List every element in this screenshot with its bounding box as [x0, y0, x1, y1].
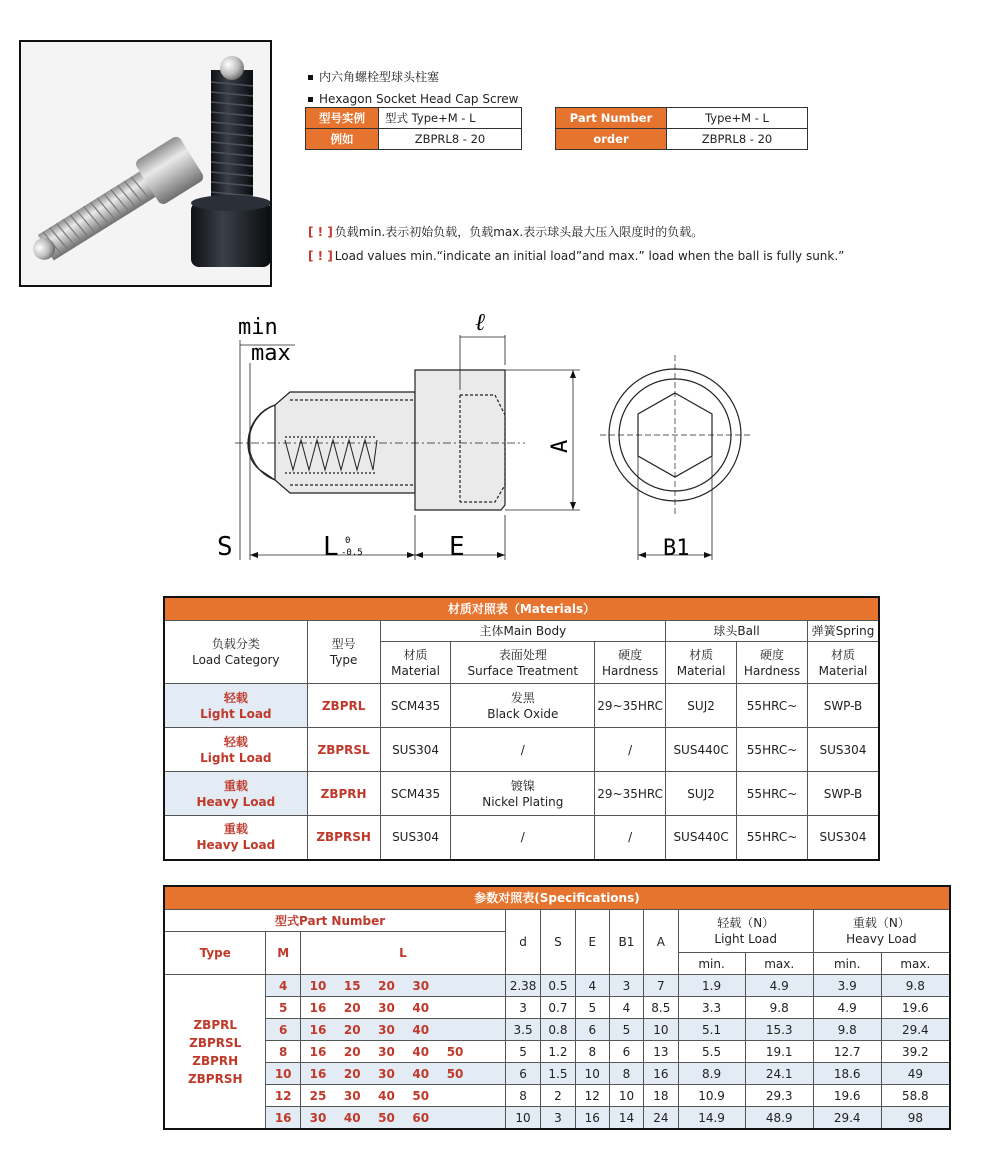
spec-heavy-max: 58.8	[881, 1085, 950, 1107]
spec-a: 8.5	[644, 997, 679, 1019]
mat-spring: SWP-B	[808, 772, 880, 816]
mat-h-type: 型号 Type	[307, 621, 380, 684]
spec-b1: 5	[609, 1019, 643, 1041]
warning-icon: [ ! ]	[308, 225, 333, 239]
table-row	[164, 772, 879, 816]
spec-heavy-min: 18.6	[813, 1063, 881, 1085]
specs-type: ZBPRL	[193, 1017, 237, 1032]
spec-l	[438, 975, 472, 997]
spec-a: 16	[644, 1063, 679, 1085]
mat-sub: 表面处理 Surface Treatment	[451, 642, 595, 684]
spec-l	[472, 1085, 505, 1107]
mat-surface: /	[451, 728, 595, 772]
spec-l: 30	[300, 1107, 335, 1130]
spec-light-max: 4.9	[745, 975, 813, 997]
specs-part-number: 型式Part Number	[164, 910, 505, 932]
spec-heavy-max: 29.4	[881, 1019, 950, 1041]
mat-surface: /	[451, 816, 595, 860]
order-cn-h1: 型号实例	[306, 108, 379, 129]
mat-type: ZBPRH	[307, 772, 380, 816]
spec-d: 8	[505, 1085, 540, 1107]
specs-h-d: d	[505, 910, 540, 975]
spec-d: 3.5	[505, 1019, 540, 1041]
title-block	[308, 66, 518, 110]
spec-s: 0.7	[541, 997, 576, 1019]
spec-l: 40	[404, 997, 438, 1019]
spec-light-max: 15.3	[745, 1019, 813, 1041]
mat-hardness: /	[595, 728, 666, 772]
spec-e: 16	[575, 1107, 609, 1130]
table-row	[164, 1041, 950, 1063]
spec-m: 10	[266, 1063, 300, 1085]
spec-s: 3	[541, 1107, 576, 1130]
bullet-icon	[308, 97, 313, 102]
spec-e: 6	[575, 1019, 609, 1041]
table-row	[164, 684, 879, 728]
mat-ball-material: SUS440C	[666, 728, 737, 772]
technical-drawing	[205, 305, 765, 570]
spec-l: 10	[300, 975, 335, 997]
spec-e: 8	[575, 1041, 609, 1063]
spec-heavy-min: 3.9	[813, 975, 881, 997]
spec-heavy-max: 49	[881, 1063, 950, 1085]
specs-type: ZBPRH	[192, 1053, 239, 1068]
specs-h-type: Type	[164, 932, 266, 975]
table-row	[164, 1063, 950, 1085]
order-cn-v2: ZBPRL8 - 20	[379, 129, 522, 150]
spec-l	[438, 1019, 472, 1041]
spec-d: 5	[505, 1041, 540, 1063]
specs-h-s: S	[541, 910, 576, 975]
spec-b1: 4	[609, 997, 643, 1019]
spec-a: 24	[644, 1107, 679, 1130]
spec-light-min: 5.5	[678, 1041, 745, 1063]
spec-a: 13	[644, 1041, 679, 1063]
spec-l: 20	[335, 1019, 369, 1041]
spec-b1: 14	[609, 1107, 643, 1130]
spec-heavy-max: 98	[881, 1107, 950, 1130]
spec-l: 16	[300, 1041, 335, 1063]
specs-h-light: 轻载（N） Light Load	[678, 910, 813, 953]
spec-s: 0.5	[541, 975, 576, 997]
spec-l: 50	[438, 1041, 472, 1063]
mat-material: SCM435	[380, 772, 451, 816]
mat-ball-material: SUJ2	[666, 684, 737, 728]
spec-a: 10	[644, 1019, 679, 1041]
mat-type: ZBPRSL	[307, 728, 380, 772]
spec-d: 2.38	[505, 975, 540, 997]
load-notes	[308, 220, 844, 268]
spec-heavy-min: 9.8	[813, 1019, 881, 1041]
spec-e: 10	[575, 1063, 609, 1085]
spec-l: 50	[438, 1063, 472, 1085]
spec-l: 30	[369, 1041, 403, 1063]
spec-heavy-max: 39.2	[881, 1041, 950, 1063]
mat-sub: 硬度 Hardness	[595, 642, 666, 684]
spec-l: 30	[335, 1085, 369, 1107]
spec-l: 40	[404, 1019, 438, 1041]
mat-cat: 轻载 Light Load	[164, 684, 307, 728]
mat-sub: 材质 Material	[380, 642, 451, 684]
spec-l: 16	[300, 997, 335, 1019]
spec-l	[472, 997, 505, 1019]
specs-h-light-max: max.	[745, 953, 813, 975]
spec-light-max: 24.1	[745, 1063, 813, 1085]
spec-heavy-max: 19.6	[881, 997, 950, 1019]
order-cn-v1: 型式 Type+M - L	[379, 108, 522, 129]
note-en: Load values min.“indicate an initial load”and max.” load when the ball is fully sunk.”	[334, 249, 845, 263]
spec-light-min: 8.9	[678, 1063, 745, 1085]
mat-spring: SUS304	[808, 816, 880, 860]
specs-h-heavy-min: min.	[813, 953, 881, 975]
title-en: Hexagon Socket Head Cap Screw	[319, 92, 519, 106]
specs-h-m: M	[266, 932, 300, 975]
spec-m: 5	[266, 997, 300, 1019]
mat-ball-material: SUS440C	[666, 816, 737, 860]
dim-l: L	[323, 532, 339, 562]
spec-b1: 6	[609, 1041, 643, 1063]
spec-m: 12	[266, 1085, 300, 1107]
table-row	[164, 816, 879, 860]
spec-l	[438, 1107, 472, 1130]
specs-type: ZBPRSH	[187, 1071, 243, 1086]
table-row	[164, 1085, 950, 1107]
specs-h-heavy-max: max.	[881, 953, 950, 975]
spec-light-max: 48.9	[745, 1107, 813, 1130]
table-row	[164, 997, 950, 1019]
mat-sub: 硬度 Hardness	[737, 642, 808, 684]
spec-light-max: 29.3	[745, 1085, 813, 1107]
spec-heavy-min: 12.7	[813, 1041, 881, 1063]
spec-l: 16	[300, 1019, 335, 1041]
spec-l	[472, 1041, 505, 1063]
spec-l: 30	[404, 975, 438, 997]
order-example-cn	[305, 107, 522, 150]
spec-light-max: 19.1	[745, 1041, 813, 1063]
spec-heavy-min: 19.6	[813, 1085, 881, 1107]
mat-hardness: 29~35HRC	[595, 772, 666, 816]
product-photo	[19, 40, 272, 287]
mat-material: SUS304	[380, 728, 451, 772]
spec-l	[438, 1085, 472, 1107]
note-cn: 负载min.表示初始负载，负载max.表示球头最大压入限度时的负载。	[334, 225, 704, 239]
spec-l: 20	[335, 1041, 369, 1063]
specs-h-a: A	[644, 910, 679, 975]
spec-l: 40	[335, 1107, 369, 1130]
spec-s: 2	[541, 1085, 576, 1107]
mat-material: SCM435	[380, 684, 451, 728]
materials-title: 材质对照表（Materials）	[164, 597, 879, 621]
dim-e: E	[449, 532, 465, 562]
mat-spring: SWP-B	[808, 684, 880, 728]
mat-spring: SUS304	[808, 728, 880, 772]
spec-b1: 3	[609, 975, 643, 997]
order-en-v2: ZBPRL8 - 20	[667, 129, 808, 150]
spec-l: 15	[335, 975, 369, 997]
warning-icon: [ ! ]	[308, 249, 333, 263]
mat-h-category: 负载分类 Load Category	[164, 621, 307, 684]
spec-l	[472, 1019, 505, 1041]
specs-type-list	[164, 975, 266, 1130]
spec-light-min: 14.9	[678, 1107, 745, 1130]
spec-l: 30	[369, 1063, 403, 1085]
materials-table	[163, 596, 880, 861]
spec-l: 40	[404, 1041, 438, 1063]
spec-l: 40	[404, 1063, 438, 1085]
table-row	[164, 1107, 950, 1130]
spec-l: 30	[369, 997, 403, 1019]
mat-cat: 轻载 Light Load	[164, 728, 307, 772]
spec-light-min: 5.1	[678, 1019, 745, 1041]
spec-d: 10	[505, 1107, 540, 1130]
spec-l: 50	[369, 1107, 403, 1130]
mat-ball-hardness: 55HRC~	[737, 772, 808, 816]
spec-l	[438, 997, 472, 1019]
spec-d: 3	[505, 997, 540, 1019]
spec-l: 60	[404, 1107, 438, 1130]
spec-l	[472, 1063, 505, 1085]
spec-s: 0.8	[541, 1019, 576, 1041]
dim-max: max	[251, 341, 291, 366]
mat-sub: 材质 Material	[808, 642, 880, 684]
spec-light-min: 3.3	[678, 997, 745, 1019]
spec-l: 50	[404, 1085, 438, 1107]
spec-l: 16	[300, 1063, 335, 1085]
table-row	[164, 975, 950, 997]
spec-light-min: 1.9	[678, 975, 745, 997]
specs-h-light-min: min.	[678, 953, 745, 975]
dim-l-tol-dn: -0.5	[341, 548, 363, 558]
mat-surface: 镀镍 Nickel Plating	[451, 772, 595, 816]
spec-l: 30	[369, 1019, 403, 1041]
mat-cat: 重载 Heavy Load	[164, 772, 307, 816]
spec-a: 7	[644, 975, 679, 997]
specifications-table	[163, 885, 951, 1130]
spec-light-min: 10.9	[678, 1085, 745, 1107]
order-example-en	[555, 107, 808, 150]
spec-m: 16	[266, 1107, 300, 1130]
mat-surface: 发黑 Black Oxide	[451, 684, 595, 728]
spec-l	[472, 975, 505, 997]
mat-type: ZBPRSH	[307, 816, 380, 860]
mat-type: ZBPRL	[307, 684, 380, 728]
dim-min: min	[238, 315, 278, 340]
specs-h-heavy: 重载（N） Heavy Load	[813, 910, 950, 953]
order-en-h2: order	[556, 129, 667, 150]
spec-b1: 10	[609, 1085, 643, 1107]
dim-a: A	[548, 439, 573, 453]
spec-m: 6	[266, 1019, 300, 1041]
order-en-v1: Type+M - L	[667, 108, 808, 129]
specs-h-e: E	[575, 910, 609, 975]
spec-s: 1.2	[541, 1041, 576, 1063]
spec-l: 40	[369, 1085, 403, 1107]
mat-sub: 材质 Material	[666, 642, 737, 684]
mat-hardness: 29~35HRC	[595, 684, 666, 728]
mat-ball-hardness: 55HRC~	[737, 684, 808, 728]
spec-e: 5	[575, 997, 609, 1019]
mat-ball-material: SUJ2	[666, 772, 737, 816]
bullet-icon	[308, 75, 313, 80]
specs-title: 参数对照表(Specifications)	[164, 886, 950, 910]
spec-heavy-min: 4.9	[813, 997, 881, 1019]
mat-h-spring: 弹簧Spring	[808, 621, 880, 642]
mat-hardness: /	[595, 816, 666, 860]
spec-l: 20	[335, 1063, 369, 1085]
spec-heavy-min: 29.4	[813, 1107, 881, 1130]
mat-ball-hardness: 55HRC~	[737, 816, 808, 860]
order-en-h1: Part Number	[556, 108, 667, 129]
mat-ball-hardness: 55HRC~	[737, 728, 808, 772]
spec-a: 18	[644, 1085, 679, 1107]
spec-d: 6	[505, 1063, 540, 1085]
dim-b1: B1	[663, 536, 690, 561]
spec-s: 1.5	[541, 1063, 576, 1085]
mat-h-body: 主体Main Body	[380, 621, 666, 642]
spec-light-max: 9.8	[745, 997, 813, 1019]
spec-l: 20	[369, 975, 403, 997]
spec-heavy-max: 9.8	[881, 975, 950, 997]
dim-l-tol-up: 0	[345, 536, 351, 546]
spec-l: 25	[300, 1085, 335, 1107]
table-row	[164, 728, 879, 772]
spec-l	[472, 1107, 505, 1130]
mat-h-ball: 球头Ball	[666, 621, 808, 642]
spec-m: 8	[266, 1041, 300, 1063]
dim-s: S	[217, 532, 233, 562]
table-row	[164, 1019, 950, 1041]
specs-h-b1: B1	[609, 910, 643, 975]
title-cn: 内六角螺栓型球头柱塞	[319, 70, 440, 84]
spec-b1: 8	[609, 1063, 643, 1085]
mat-material: SUS304	[380, 816, 451, 860]
specs-h-l: L	[300, 932, 505, 975]
specs-type: ZBPRSL	[189, 1035, 242, 1050]
spec-e: 4	[575, 975, 609, 997]
spec-m: 4	[266, 975, 300, 997]
dim-ell: ℓ	[475, 308, 485, 336]
spec-l: 20	[335, 997, 369, 1019]
spec-e: 12	[575, 1085, 609, 1107]
order-cn-h2: 例如	[306, 129, 379, 150]
mat-cat: 重载 Heavy Load	[164, 816, 307, 860]
